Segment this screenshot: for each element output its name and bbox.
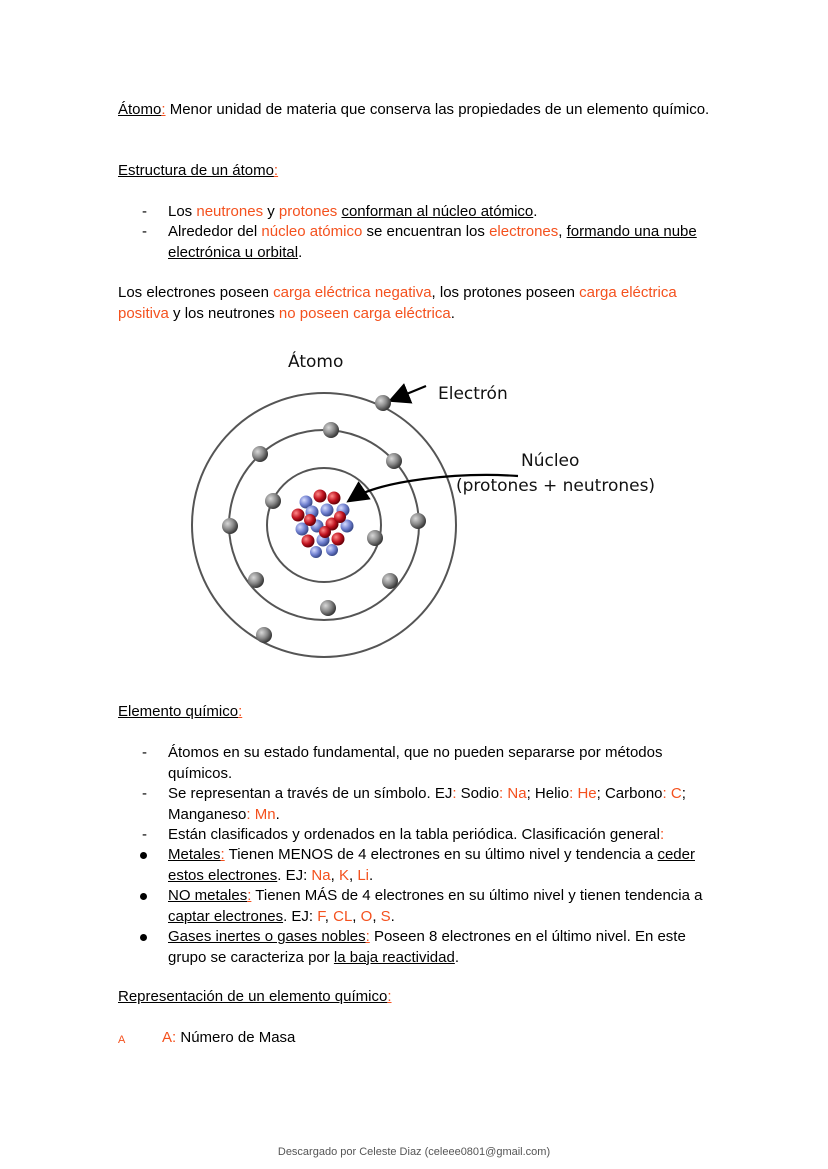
text: . xyxy=(369,866,374,884)
estructura-heading xyxy=(118,161,718,182)
dash-marker: - xyxy=(142,223,147,240)
term-neutrones: neutrones xyxy=(196,203,264,220)
term-sin-carga: no poseen carga eléctrica xyxy=(278,304,451,322)
bullet-marker xyxy=(140,934,147,941)
dash-marker: - xyxy=(142,744,147,761)
text: . xyxy=(454,948,460,966)
text: . xyxy=(275,805,280,823)
nucleus-label: Núcleo xyxy=(521,451,580,471)
atomo-term: Átomo xyxy=(118,101,162,118)
text: , xyxy=(348,866,358,884)
proton xyxy=(334,511,346,523)
mass-number-label: A: xyxy=(162,1029,177,1046)
bullet-marker xyxy=(140,852,147,859)
electron xyxy=(222,518,238,534)
symbol-c: C xyxy=(670,785,682,802)
electron xyxy=(386,453,402,469)
term-electrones: electrones xyxy=(489,223,559,240)
bullet-marker xyxy=(140,893,147,900)
symbol-s: S xyxy=(380,907,391,925)
proton xyxy=(292,509,305,522)
text: y los neutrones xyxy=(168,304,279,322)
symbol-mn: Mn xyxy=(254,805,276,823)
electron xyxy=(248,572,264,588)
inner-orbit xyxy=(267,468,381,582)
heading-text: Elemento químico xyxy=(118,703,239,720)
underlined-text: la baja reactividad xyxy=(333,948,455,966)
electron-label: Electrón xyxy=(438,384,508,404)
text: . xyxy=(450,304,455,322)
colon: : xyxy=(161,101,166,118)
symbol-o: O xyxy=(360,907,373,925)
text: ; Helio xyxy=(526,785,570,802)
representacion-heading xyxy=(118,987,718,1008)
text: Alrededor del xyxy=(168,223,262,240)
text: Tienen MENOS de 4 electrones en su último nivel y tendencia a xyxy=(224,846,658,863)
nucleus-sub-label: (protones + neutrones) xyxy=(456,476,656,496)
text: Los xyxy=(168,203,197,220)
term-positiva: carga eléctrica positiva xyxy=(118,284,677,322)
text: Poseen 8 electrones en el último nivel. En este grupo se caracteriza por xyxy=(168,928,686,966)
neutron xyxy=(321,504,334,517)
colon: : xyxy=(365,928,370,945)
electron xyxy=(382,573,398,589)
text: Los electrones poseen xyxy=(118,284,274,301)
text: Sodio xyxy=(456,785,500,802)
electron xyxy=(410,513,426,529)
proton xyxy=(304,514,316,526)
colon: : xyxy=(569,785,574,802)
atomo-text: Menor unidad de materia que conserva las propiedades de un elemento químico. xyxy=(165,101,710,118)
symbol-k: K xyxy=(338,866,349,884)
text: Tienen MÁS de 4 electrones en su último nivel y tienen tendencia a xyxy=(251,887,703,904)
text: . xyxy=(298,243,303,261)
text: , xyxy=(324,907,334,925)
text: ; Carbono xyxy=(596,785,663,802)
text: se encuentran los xyxy=(362,223,490,240)
underlined-text: ceder estos electrones xyxy=(168,846,695,884)
proton xyxy=(328,492,341,505)
electron xyxy=(252,446,268,462)
term-protones: protones xyxy=(278,203,338,220)
electron xyxy=(320,600,336,616)
text: . xyxy=(390,907,395,925)
electron xyxy=(323,422,339,438)
neutron xyxy=(326,544,338,556)
symbol-he: He xyxy=(577,785,597,802)
colon: : xyxy=(220,846,225,863)
term-negativa: carga eléctrica negativa xyxy=(273,284,432,301)
atom-diagram xyxy=(180,340,660,660)
colon: : xyxy=(247,887,252,904)
symbol-na: Na xyxy=(507,785,527,802)
mass-number-def xyxy=(162,1028,295,1049)
colon: : xyxy=(659,826,665,843)
term-nucleo: núcleo atómico xyxy=(261,223,363,240)
proton xyxy=(314,490,327,503)
text: Están clasificados y ordenados en la tabla periódica. Clasificación general xyxy=(168,826,660,843)
underlined-text: formando una nube electrónica u orbital xyxy=(168,223,697,261)
footer-text: Descargado por Celeste Diaz (celeee0801@gmail.com) xyxy=(277,1146,551,1158)
electron xyxy=(367,530,383,546)
text: , xyxy=(558,223,567,240)
text: , xyxy=(372,907,381,925)
electron xyxy=(265,493,281,509)
text: , los protones poseen xyxy=(431,284,580,301)
mass-number-symbol: A xyxy=(118,1034,126,1046)
term-no-metales: NO metales xyxy=(168,887,248,904)
underlined-text: captar electrones xyxy=(168,907,284,925)
colon: : xyxy=(662,785,667,802)
proton xyxy=(332,533,345,546)
text: . xyxy=(533,203,538,220)
cargas-paragraph xyxy=(118,283,718,324)
electron xyxy=(256,627,272,643)
symbol-cl: CL xyxy=(333,907,353,925)
text: , xyxy=(330,866,339,884)
dash-marker: - xyxy=(142,785,147,802)
term-gases-nobles: Gases inertes o gases nobles xyxy=(168,928,366,945)
dash-marker: - xyxy=(142,203,147,220)
dash-marker: - xyxy=(142,826,147,843)
nucleus xyxy=(292,490,354,559)
heading-text: Representación de un elemento químico xyxy=(118,988,388,1005)
neutron xyxy=(310,546,322,558)
text: . EJ: xyxy=(277,866,312,884)
electron xyxy=(375,395,391,411)
mass-number-text: Número de Masa xyxy=(176,1029,296,1046)
proton xyxy=(319,526,331,538)
electrons xyxy=(222,395,426,643)
text: . EJ: xyxy=(283,907,318,925)
diagram-title: Átomo xyxy=(288,352,344,372)
colon: : xyxy=(452,785,457,802)
text: , xyxy=(352,907,361,925)
colon: : xyxy=(246,805,251,823)
symbol-na: Na xyxy=(311,866,331,884)
heading-text: Estructura de un átomo xyxy=(118,162,274,179)
symbol-f: F xyxy=(317,907,325,925)
colon: : xyxy=(238,703,243,720)
symbol-li: Li xyxy=(357,866,369,884)
atomo-definition xyxy=(118,100,718,121)
text: y xyxy=(263,203,279,220)
electron-arrow xyxy=(392,386,426,400)
term-metales: Metales xyxy=(168,846,221,863)
underlined-text: conforman al núcleo atómico xyxy=(341,203,534,220)
elemento-heading xyxy=(118,702,718,723)
proton xyxy=(302,535,315,548)
colon: : xyxy=(387,988,392,1005)
colon: : xyxy=(273,162,279,179)
colon: : xyxy=(499,785,504,802)
text: Se representan a través de un símbolo. EJ xyxy=(168,785,453,802)
text: ; Manganeso xyxy=(168,785,686,823)
list-item-text: Átomos en su estado fundamental, que no pueden separarse por métodos químicos. xyxy=(168,744,663,782)
